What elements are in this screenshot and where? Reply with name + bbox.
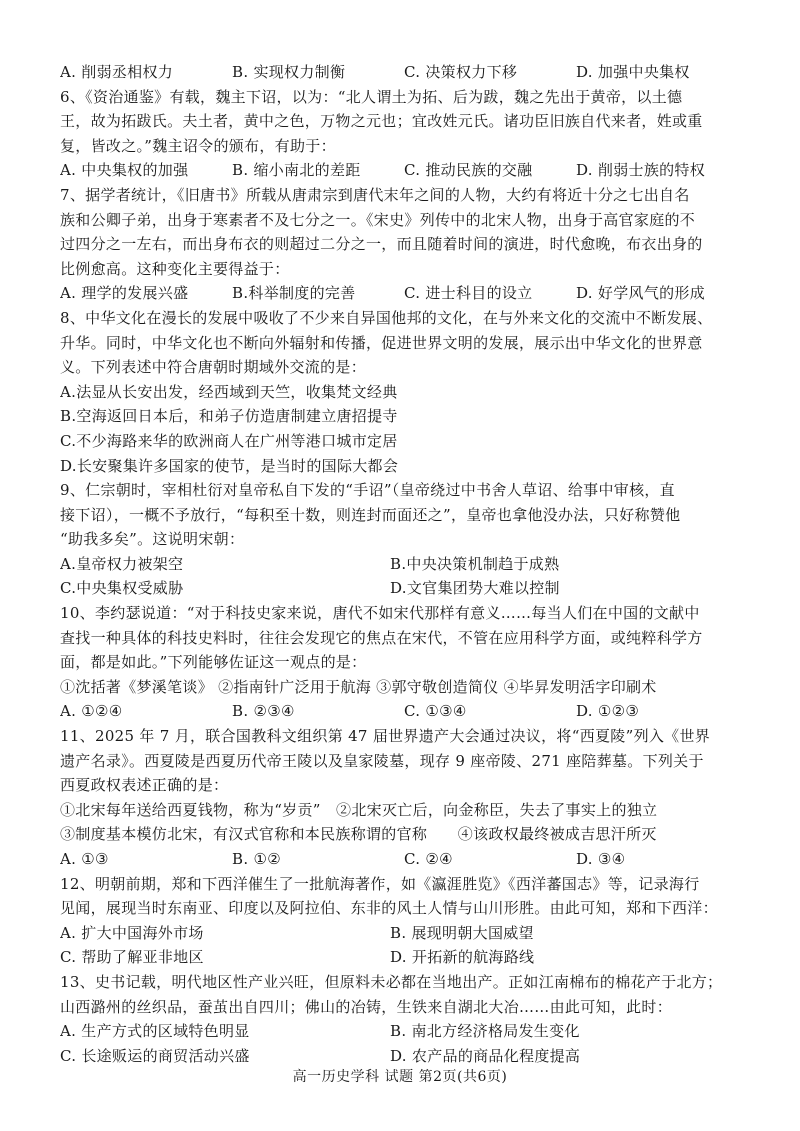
q11-items-row-1: ①北宋每年送给西夏钱物，称为“岁贡” ②北宋灭亡后，向金称臣，失去了事实上的独立 — [60, 800, 658, 819]
q12-options-row-2 — [60, 945, 750, 970]
q13-option-d: D. 农产品的商品化程度提高 — [390, 1046, 581, 1065]
q12-option-d: D. 开拓新的航海路线 — [390, 948, 535, 967]
q11-options — [60, 847, 750, 872]
q9-options-row-2 — [60, 576, 750, 601]
q9-option-a: A.皇帝权力被架空 — [60, 554, 184, 573]
q6-stem-line-2: 王，故为拓跋氏。夫土者，黄中之色，万物之元也；宜改姓元氏。诸功臣旧族自代来者，姓或重 — [60, 112, 703, 131]
q7-options — [60, 281, 750, 306]
q7-stem-line-2: 族和公卿子弟，出身于寒素者不及七分之一。《宋史》列传中的北宋人物，出身于高官家庭的不 — [60, 210, 696, 229]
q5-option-c: C. 决策权力下移 — [404, 63, 518, 81]
q7-option-b: B.科举制度的完善 — [232, 284, 356, 303]
q13-options-row-2 — [60, 1044, 750, 1069]
q6-stem-line-1: 6、《资治通鉴》有载，魏主下诏，以为：“北人谓土为拓、后为跋，魏之先出于黄帝，以土德 — [60, 87, 683, 106]
q12-option-a: A. 扩大中国海外市场 — [60, 923, 204, 942]
q9-option-d: D.文官集团势大难以控制 — [390, 579, 560, 598]
q11-option-d: D. ③④ — [576, 850, 626, 868]
q11-stem-line-2: 遗产名录》。西夏陵是西夏历代帝王陵以及皇家陵墓，现存 9 座帝陵、271 座陪葬墓。下列关于 — [60, 751, 704, 770]
q12-stem-line-2: 见闻，展现当时东南亚、印度以及阿拉伯、东非的风土人情与山川形胜。由此可知，郑和下西洋： — [60, 899, 718, 918]
q8-stem-line-1: 8、中华文化在漫长的发展中吸收了不少来自异国他邦的文化，在与外来文化的交流中不断发展、 — [60, 308, 713, 327]
q8-stem-line-3: 义。下列表述中符合唐朝时期域外交流的是： — [60, 358, 367, 377]
q9-stem-line-2: 接下诏），一概不予放行，“每积至十数，则连封而面还之”，皇帝也拿他没办法，只好称赞他 — [60, 505, 681, 524]
q10-stem-line-2: 查找一种具体的科技史料时，往往会发现它的焦点在宋代，不管在应用科学方面，或纯粹科学方 — [60, 628, 703, 647]
q10-option-c: C. ①③④ — [404, 702, 467, 721]
q10-option-a: A. ①②④ — [60, 702, 123, 721]
q7-option-c: C. 进士科目的设立 — [404, 284, 533, 303]
q5-option-b: B. 实现权力制衡 — [232, 63, 346, 81]
q5-option-d: D. 加强中央集权 — [576, 63, 690, 81]
q13-options-row-1 — [60, 1019, 750, 1044]
q11-option-a: A. ①③ — [60, 850, 109, 868]
q9-option-b: B.中央决策机制趋于成熟 — [390, 554, 560, 573]
q12-options-row-1 — [60, 921, 750, 946]
q7-option-d: D. 好学风气的形成 — [576, 284, 706, 303]
q12-option-c: C. 帮助了解亚非地区 — [60, 948, 204, 967]
q6-option-c: C. 推动民族的交融 — [404, 161, 533, 180]
q6-options — [60, 158, 750, 183]
q8-stem-line-2: 升华。同时，中华文化也不断向外辐射和传播，促进世界文明的发展，展示出中华文化的世界意 — [60, 333, 703, 352]
q6-stem-line-3: 复，皆改之。”魏主诏令的颁布，有助于： — [60, 136, 336, 155]
q7-option-a: A. 理学的发展兴盛 — [60, 284, 189, 303]
q13-option-a: A. 生产方式的区域特色明显 — [60, 1022, 250, 1041]
q5-option-a: A. 削弱丞相权力 — [60, 63, 174, 81]
q6-option-d: D. 削弱士族的特权 — [576, 161, 706, 180]
q8-option-a: A.法显从长安出发，经西域到天竺，收集梵文经典 — [60, 382, 398, 401]
q13-option-b: B. 南北方经济格局发生变化 — [390, 1022, 580, 1041]
q10-option-b: B. ②③④ — [232, 702, 295, 721]
q10-option-d: D. ①②③ — [576, 702, 640, 721]
q7-stem-line-4: 比例愈高。这种变化主要得益于： — [60, 259, 290, 278]
q6-option-b: B. 缩小南北的差距 — [232, 161, 361, 180]
q7-stem-line-1: 7、据学者统计，《旧唐书》所载从唐肃宗到唐代末年之间的人物，大约有将近十分之七出自名 — [60, 185, 690, 204]
q9-option-c: C.中央集权受威胁 — [60, 579, 184, 598]
q6-option-a: A. 中央集权的加强 — [60, 161, 189, 180]
q8-option-d: D.长安聚集许多国家的使节，是当时的国际大都会 — [60, 456, 399, 475]
q11-option-b: B. ①② — [232, 850, 281, 868]
q9-stem-line-1: 9、仁宗朝时，宰相杜衍对皇帝私自下发的“手诏”（皇帝绕过中书舍人草诏、给事中审核，直 — [60, 481, 675, 500]
q11-stem-line-1: 11、2025 年 7 月，联合国教科文组织第 47 届世界遗产大会通过决议，将“西夏陵”列入《世界 — [60, 727, 711, 746]
q8-option-b: B.空海返回日本后，和弟子仿造唐制建立唐招提寺 — [60, 407, 398, 426]
q10-options — [60, 699, 750, 724]
q10-items: ①沈括著《梦溪笔谈》 ②指南针广泛用于航海 ③郭守敬创造简仪 ④毕昇发明活字印刷术 — [60, 677, 657, 696]
q5-options — [60, 60, 750, 85]
q13-stem-line-1: 13、史书记载，明代地区性产业兴旺，但原料未必都在当地出产。正如江南棉布的棉花产于北方； — [60, 972, 723, 991]
q11-option-c: C. ②④ — [404, 850, 453, 868]
q12-option-b: B. 展现明朝大国威望 — [390, 923, 534, 942]
page-footer: 高一历史学科 试题 第2页(共6页) — [292, 1069, 508, 1085]
q10-stem-line-1: 10、李约瑟说道：“对于科技史家来说，唐代不如宋代那样有意义……每当人们在中国的文献中 — [60, 604, 700, 623]
q13-option-c: C. 长途贩运的商贸活动兴盛 — [60, 1046, 250, 1065]
q12-stem-line-1: 12、明朝前期，郑和下西洋催生了一批航海著作，如《瀛涯胜览》《西洋蕃国志》等，记录海行 — [60, 874, 700, 893]
q7-stem-line-3: 过四分之一左右，而出身布衣的则超过二分之一，而且随着时间的演进，时代愈晚，布衣出身的 — [60, 235, 703, 254]
q10-stem-line-3: 面，都是如此。”下列能够佐证这一观点的是： — [60, 653, 367, 672]
q11-items-row-2: ③制度基本模仿北宋，有汉式官称和本民族称谓的官称 ④该政权最终被成吉思汗所灭 — [60, 825, 657, 844]
q9-options-row-1 — [60, 552, 750, 577]
exam-page — [60, 60, 750, 1068]
q11-stem-line-3: 西夏政权表述正确的是： — [60, 776, 229, 795]
q9-stem-line-3: “助我多矣”。这说明宋朝： — [60, 530, 245, 549]
q8-option-c: C.不少海路来华的欧洲商人在广州等港口城市定居 — [60, 431, 398, 450]
q13-stem-line-2: 山西潞州的丝织品，蚕茧出自四川；佛山的冶铸，生铁来自湖北大冶……由此可知，此时： — [60, 997, 673, 1016]
